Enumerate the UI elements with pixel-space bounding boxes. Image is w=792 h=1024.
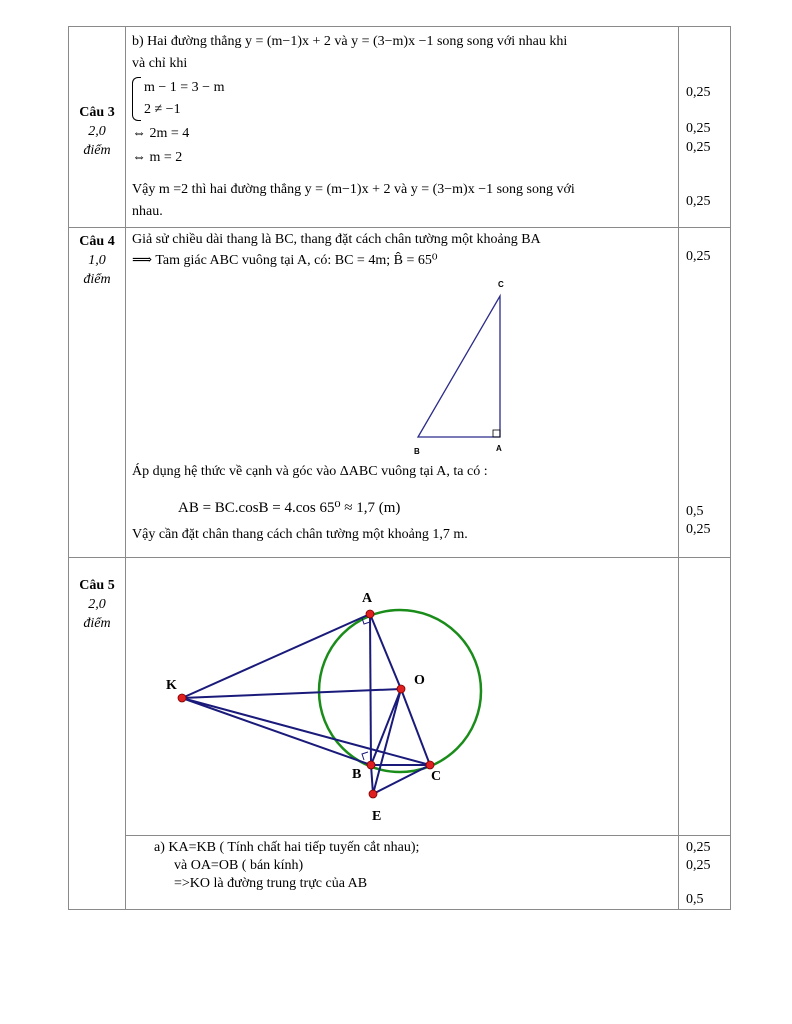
answer-cell-5a	[126, 836, 679, 910]
question-cell-5	[69, 558, 126, 910]
question-unit: điểm	[83, 616, 111, 631]
q4-line2: ⟹ Tam giác ABC vuông tại A, có: BC = 4m; B̂ = 65⁰	[132, 253, 438, 268]
q4-formula: AB = BC.cosB = 4.cos 65⁰ ≈ 1,7 (m)	[178, 500, 401, 516]
score-cell-5-empty	[679, 558, 731, 836]
q5-a3: =>KO là đường trung trực của AB	[174, 876, 368, 891]
score: 0,25	[686, 194, 711, 209]
question-cell-4	[69, 228, 126, 558]
question-title: Câu 5	[79, 578, 115, 593]
ladder-triangle-figure	[348, 276, 548, 461]
score: 0,25	[686, 140, 711, 155]
score-cell-4	[679, 228, 731, 558]
question-unit: điểm	[83, 143, 111, 158]
label-k: K	[166, 678, 177, 693]
score: 0,25	[686, 249, 711, 264]
q3-step2: ⇔ m = 2	[132, 150, 183, 165]
question-points: 2,0	[88, 124, 106, 139]
question-title: Câu 3	[79, 105, 115, 120]
triangle-abc	[418, 296, 500, 437]
score: 0,25	[686, 121, 711, 136]
circle-tangent-figure	[126, 558, 666, 833]
q3-sys2: 2 ≠ −1	[144, 102, 181, 117]
q4-line1: Giả sử chiều dài thang là BC, thang đặt cách chân tường một khoảng BA	[132, 232, 541, 247]
label-a: A	[496, 444, 502, 453]
label-a: A	[362, 591, 373, 606]
right-angle-mark	[493, 430, 500, 437]
question-points: 2,0	[88, 597, 106, 612]
q4-conclusion: Vậy cần đặt chân thang cách chân tường một khoảng 1,7 m.	[132, 527, 468, 542]
q3-conclusion-2: nhau.	[132, 204, 163, 219]
score: 0,5	[686, 504, 704, 519]
row-cau-5	[69, 558, 731, 836]
answer-cell-3	[126, 27, 679, 228]
score: 0,25	[686, 522, 711, 537]
q3-line1: b) Hai đường thẳng y = (m−1)x + 2 và y = (3−m)x −1 song song với nhau khi	[132, 34, 568, 49]
q3-line2: và chỉ khi	[132, 56, 188, 71]
label-b: B	[352, 767, 362, 782]
score: 0,25	[686, 858, 711, 873]
q4-apply: Áp dụng hệ thức về cạnh và góc vào ΔABC vuông tại A, ta có :	[132, 464, 488, 479]
answer-cell-4	[126, 228, 679, 558]
score-cell-3	[679, 27, 731, 228]
question-unit: điểm	[83, 272, 111, 287]
label-c: C	[431, 769, 442, 784]
q3-step1: ⇔ 2m = 4	[132, 126, 190, 141]
answer-table	[68, 26, 731, 910]
question-cell-3	[69, 27, 126, 228]
system-of-equations	[132, 77, 672, 121]
row-cau-3	[69, 27, 731, 228]
score-cell-5a	[679, 836, 731, 910]
segments	[182, 614, 430, 794]
q5-a2: và OA=OB ( bán kính)	[174, 858, 304, 873]
row-cau-5a	[69, 836, 731, 910]
label-o: O	[414, 673, 425, 688]
figure-cell-5	[126, 558, 679, 836]
label-c: C	[498, 280, 504, 289]
row-cau-4	[69, 228, 731, 558]
brace-symbol	[132, 77, 141, 121]
q3-sys1: m − 1 = 3 − m	[144, 80, 225, 95]
question-points: 1,0	[88, 253, 106, 268]
question-title: Câu 4	[79, 234, 115, 249]
score: 0,5	[686, 892, 704, 907]
q3-conclusion: Vậy m =2 thì hai đường thẳng y = (m−1)x + 2 và y = (3−m)x −1 song song với	[132, 182, 575, 197]
score: 0,25	[686, 840, 711, 855]
q5-a1: a) KA=KB ( Tính chất hai tiếp tuyến cắt nhau);	[154, 840, 420, 855]
label-b: B	[414, 447, 420, 456]
right-angle-mark-b	[362, 752, 368, 760]
label-e: E	[372, 809, 382, 824]
score: 0,25	[686, 85, 711, 100]
